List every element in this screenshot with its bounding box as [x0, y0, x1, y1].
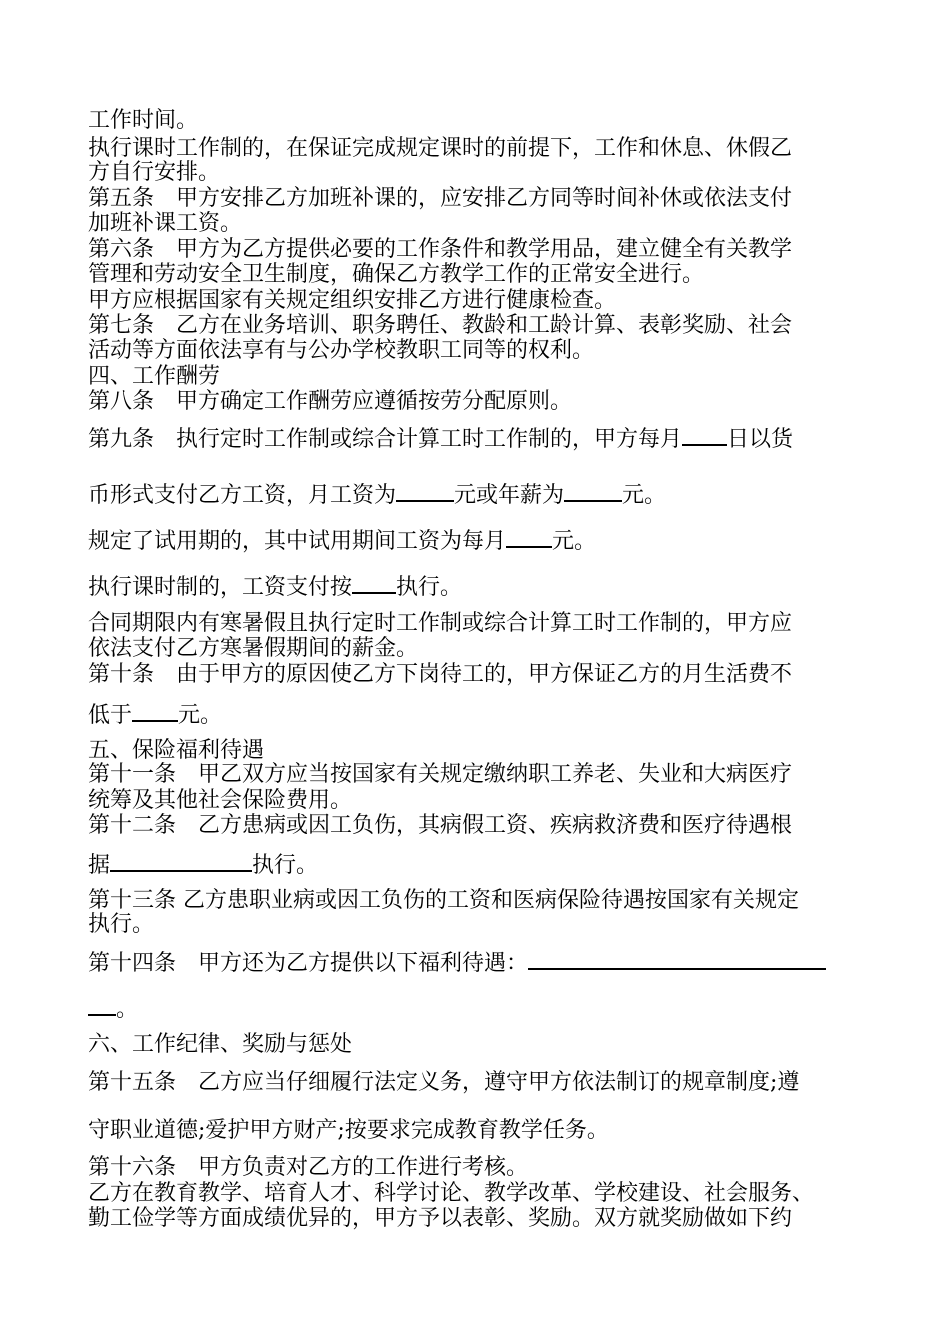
article-9	[88, 426, 793, 452]
text-segment: 元。	[552, 529, 597, 554]
blank-underline	[396, 482, 454, 502]
text-segment: 。	[116, 997, 139, 1022]
text-segment: 执行。	[252, 853, 319, 878]
text-segment: 元。	[622, 483, 667, 508]
text-segment: 执行课时制的，工资支付按	[88, 575, 353, 600]
article-11: 第十一条 甲乙双方应当按国家有关规定缴纳职工养老、失业和大病医疗	[88, 762, 793, 787]
section-heading: 六、工作纪律、奖励与惩处	[88, 1032, 353, 1057]
text-line: 加班补课工资。	[88, 211, 243, 236]
blank-underline	[352, 574, 396, 594]
article-5: 第五条 甲方安排乙方加班补课的，应安排乙方同等时间补休或依法支付	[88, 186, 793, 211]
text-line: 甲方应根据国家有关规定组织安排乙方进行健康检查。	[88, 288, 617, 313]
text-line: 合同期限内有寒暑假且执行定时工作制或综合计算工时工作制的，甲方应	[88, 611, 793, 636]
text-segment: 第九条 执行定时工作制或综合计算工时工作制的，甲方每月	[88, 427, 683, 452]
blank-underline	[682, 426, 727, 446]
text-line: 守职业道德;爱护甲方财产;按要求完成教育教学任务。	[88, 1118, 609, 1143]
text-segment: 据	[88, 853, 111, 878]
text-segment: 元。	[178, 703, 223, 728]
text-line: 管理和劳动安全卫生制度，确保乙方教学工作的正常安全进行。	[88, 262, 705, 287]
text-line: 工作时间。	[88, 108, 199, 133]
blank-underline	[88, 996, 116, 1016]
article-10: 第十条 由于甲方的原因使乙方下岗待工的，甲方保证乙方的月生活费不	[88, 662, 793, 687]
text-segment: 币形式支付乙方工资，月工资为	[88, 483, 397, 508]
text-line	[88, 852, 318, 878]
text-line: 活动等方面依法享有与公办学校教职工同等的权利。	[88, 338, 595, 363]
text-line: 执行。	[88, 912, 155, 937]
article-12: 第十二条 乙方患病或因工负伤，其病假工资、疾病救济费和医疗待遇根	[88, 813, 793, 838]
blank-underline	[132, 702, 178, 722]
text-line: 依法支付乙方寒暑假期间的薪金。	[88, 636, 419, 661]
text-segment: 元或年薪为	[454, 483, 565, 508]
blank-underline	[528, 950, 826, 970]
article-13: 第十三条 乙方患职业病或因工负伤的工资和医病保险待遇按国家有关规定	[88, 888, 799, 913]
blank-underline	[506, 528, 552, 548]
article-8: 第八条 甲方确定工作酬劳应遵循按劳分配原则。	[88, 389, 573, 414]
article-7: 第七条 乙方在业务培训、职务聘任、教龄和工龄计算、表彰奖励、社会	[88, 313, 793, 338]
text-line	[88, 702, 222, 728]
text-segment: 低于	[88, 703, 133, 728]
blank-underline	[110, 852, 252, 872]
text-line: 乙方在教育教学、培育人才、科学讨论、教学改革、学校建设、社会服务、	[88, 1181, 815, 1206]
text-line: 勤工俭学等方面成绩优异的，甲方予以表彰、奖励。双方就奖励做如下约	[88, 1206, 793, 1231]
article-6: 第六条 甲方为乙方提供必要的工作条件和教学用品，建立健全有关教学	[88, 237, 793, 262]
text-line: 统筹及其他社会保险费用。	[88, 788, 353, 813]
text-segment: 日以货	[727, 427, 794, 452]
article-15: 第十五条 乙方应当仔细履行法定义务，遵守甲方依法制订的规章制度;遵	[88, 1070, 800, 1095]
text-line	[88, 574, 462, 600]
text-line: 方自行安排。	[88, 160, 221, 185]
text-segment: 规定了试用期的，其中试用期间工资为每月	[88, 529, 507, 554]
article-16: 第十六条 甲方负责对乙方的工作进行考核。	[88, 1155, 529, 1180]
text-segment: 第十四条 甲方还为乙方提供以下福利待遇：	[88, 951, 529, 976]
section-heading: 五、保险福利待遇	[88, 738, 265, 763]
text-line	[88, 996, 138, 1022]
text-line: 执行课时工作制的，在保证完成规定课时的前提下，工作和休息、休假乙	[88, 136, 793, 161]
blank-underline	[564, 482, 622, 502]
section-heading: 四、工作酬劳	[88, 364, 221, 389]
text-line	[88, 482, 666, 508]
article-14	[88, 950, 826, 976]
text-line	[88, 528, 596, 554]
text-segment: 执行。	[396, 575, 463, 600]
